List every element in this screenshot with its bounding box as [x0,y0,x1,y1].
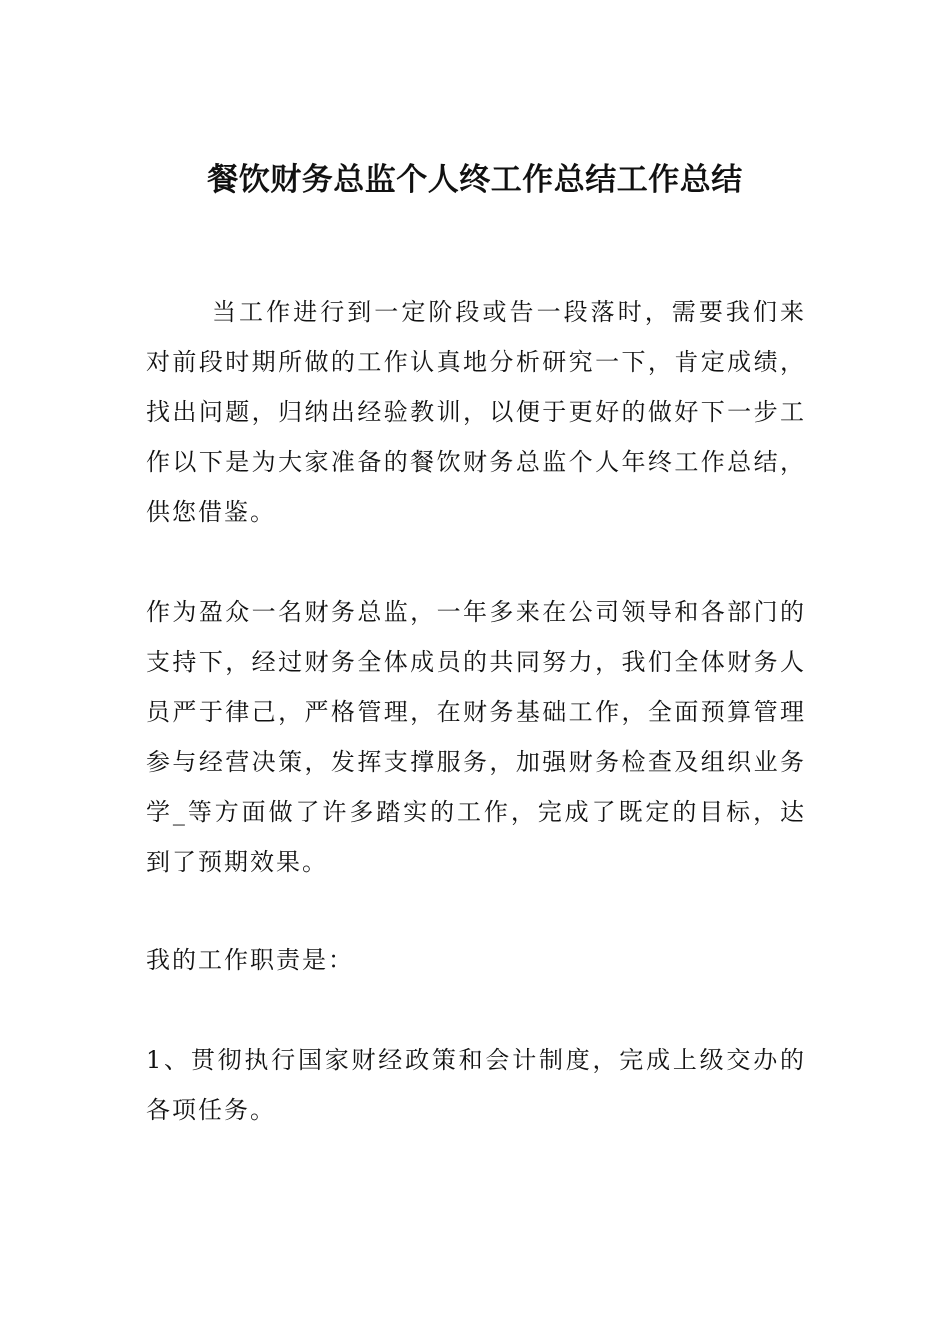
document-title: 餐饮财务总监个人终工作总结工作总结 [207,162,743,198]
paragraph-overview: 作为盈众一名财务总监，一年多来在公司领导和各部门的支持下，经过财务全体成员的共同努力，我们全体财务人员严于律己，严格管理，在财务基础工作，全面预算管理参与经营决策，发挥支撑服务，加强财务检查及组织业务学_等方面做了许多踏实的工作，完成了既定的目标，达到了预期效果。 [146,598,806,876]
paragraph-duties-heading: 我的工作职责是： [146,946,354,974]
paragraph-intro: 当工作进行到一定阶段或告一段落时，需要我们来对前段时期所做的工作认真地分析研究一下，肯定成绩，找出问题，归纳出经验教训，以便于更好的做好下一步工作以下是为大家准备的餐饮财务总监个人年终工作总结，供您借鉴。 [146,298,806,526]
paragraph-duty-1: 1、贯彻执行国家财经政策和会计制度，完成上级交办的各项任务。 [146,1046,806,1124]
